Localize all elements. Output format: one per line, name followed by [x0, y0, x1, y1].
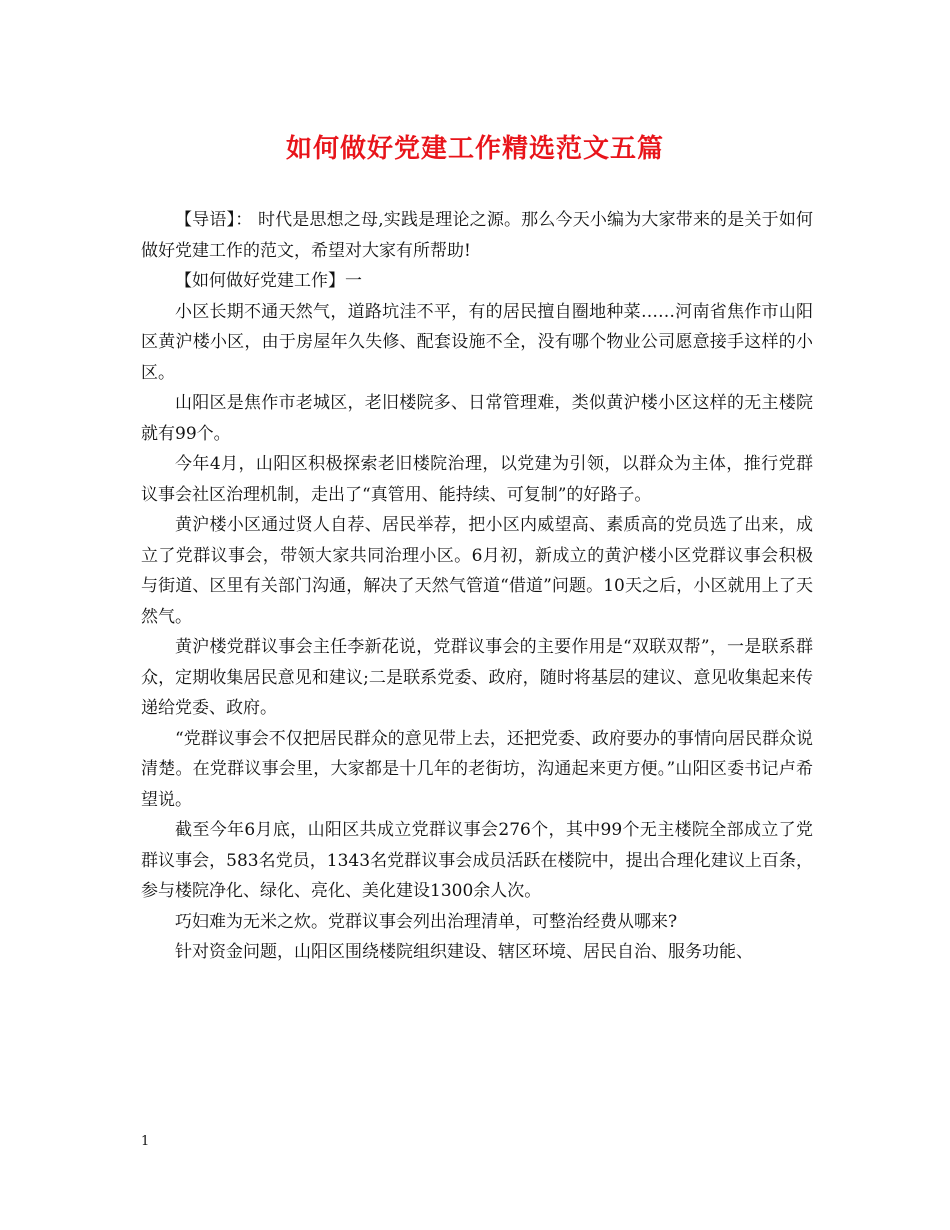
paragraph: 山阳区是焦作市老城区，老旧楼院多、日常管理难，类似黄沪楼小区这样的无主楼院就有99个。: [141, 393, 813, 444]
paragraph: 巧妇难为无米之炊。党群议事会列出治理清单，可整治经费从哪来?: [175, 911, 678, 932]
paragraph: 小区长期不通天然气，道路坑洼不平，有的居民擅自圈地种菜……河南省焦作市山阳区黄沪楼小区，由于房屋年久失修、配套设施不全，没有哪个物业公司愿意接手这样的小区。: [141, 301, 813, 383]
paragraph: 截至今年6月底，山阳区共成立党群议事会276个，其中99个无主楼院全部成立了党群议事会，583名党员，1343名党群议事会成员活跃在楼院中，提出合理化建议上百条，参与楼院净化、绿化、亮化、美化建设1300余人次。: [141, 820, 813, 901]
page-number: 1: [141, 1134, 150, 1149]
paragraph-intro: 【导语】： 时代是思想之母,实践是理论之源。那么今天小编为大家带来的是关于如何做好党建工作的范文，希望对大家有所帮助!: [141, 210, 813, 261]
paragraph: 黄沪楼小区通过贤人自荐、居民举荐，把小区内威望高、素质高的党员选了出来，成立了党群议事会，带领大家共同治理小区。6月初，新成立的黄沪楼小区党群议事会积极与街道、区里有关部门沟通，解决了天然气管道“借道”问题。10天之后，小区就用上了天然气。: [141, 515, 813, 627]
section-heading: 【如何做好党建工作】一: [175, 271, 362, 291]
paragraph: 针对资金问题，山阳区围绕楼院组织建设、辖区环境、居民自治、服务功能、: [175, 942, 753, 962]
paragraph: “党群议事会不仅把居民群众的意见带上去，还把党委、政府要办的事情向居民群众说清楚。在党群议事会里，大家都是十几年的老街坊，沟通起来更方便。”山阳区委书记卢希望说。: [141, 728, 813, 810]
document-title: 如何做好党建工作精选范文五篇: [285, 134, 664, 164]
paragraph: 黄沪楼党群议事会主任李新花说，党群议事会的主要作用是“双联双帮”，一是联系群众，定期收集居民意见和建议;二是联系党委、政府，随时将基层的建议、意见收集起来传递给党委、政府。: [141, 637, 813, 718]
paragraph: 今年4月，山阳区积极探索老旧楼院治理，以党建为引领，以群众为主体，推行党群议事会社区治理机制，走出了“真管用、能持续、可复制”的好路子。: [141, 454, 813, 505]
document-body: [141, 205, 813, 968]
